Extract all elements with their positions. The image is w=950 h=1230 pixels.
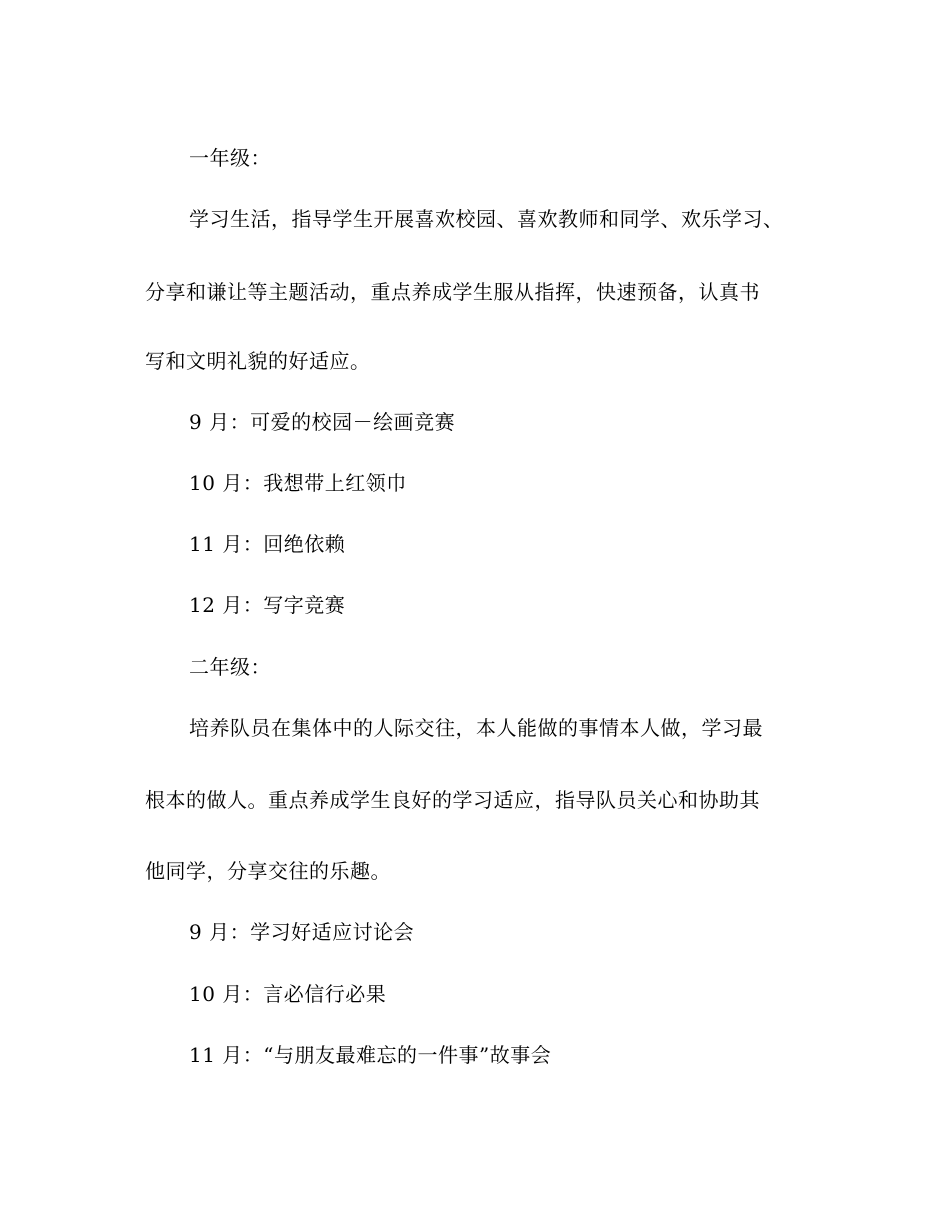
grade-two-item-october: 10 月：言必信行必果: [189, 982, 387, 1006]
grade-one-paragraph-line-3: 写和文明礼貌的好适应。: [145, 349, 371, 373]
grade-two-item-september: 9 月：学习好适应讨论会: [189, 920, 415, 944]
grade-one-paragraph-line-1: 学习生活，指导学生开展喜欢校园、喜欢教师和同学、欢乐学习、: [189, 207, 784, 231]
grade-one-item-december: 12 月：写字竞赛: [189, 593, 346, 617]
grade-two-paragraph-line-1: 培养队员在集体中的人际交往，本人能做的事情本人做，学习最: [189, 716, 763, 740]
grade-one-item-october: 10 月：我想带上红领巾: [189, 471, 407, 495]
grade-one-paragraph-line-2: 分享和谦让等主题活动，重点养成学生服从指挥，快速预备，认真书: [145, 280, 760, 304]
grade-one-heading: 一年级：: [189, 146, 271, 170]
grade-two-heading: 二年级：: [189, 655, 271, 679]
grade-two-paragraph-line-2: 根本的做人。重点养成学生良好的学习适应，指导队员关心和协助其: [145, 788, 760, 812]
grade-two-paragraph-line-3: 他同学，分享交往的乐趣。: [145, 859, 391, 883]
grade-one-item-november: 11 月：回绝依赖: [189, 532, 346, 556]
grade-one-item-september: 9 月：可爱的校园－绘画竞赛: [189, 410, 456, 434]
grade-two-item-november: 11 月：“与朋友最难忘的一件事”故事会: [189, 1043, 552, 1067]
